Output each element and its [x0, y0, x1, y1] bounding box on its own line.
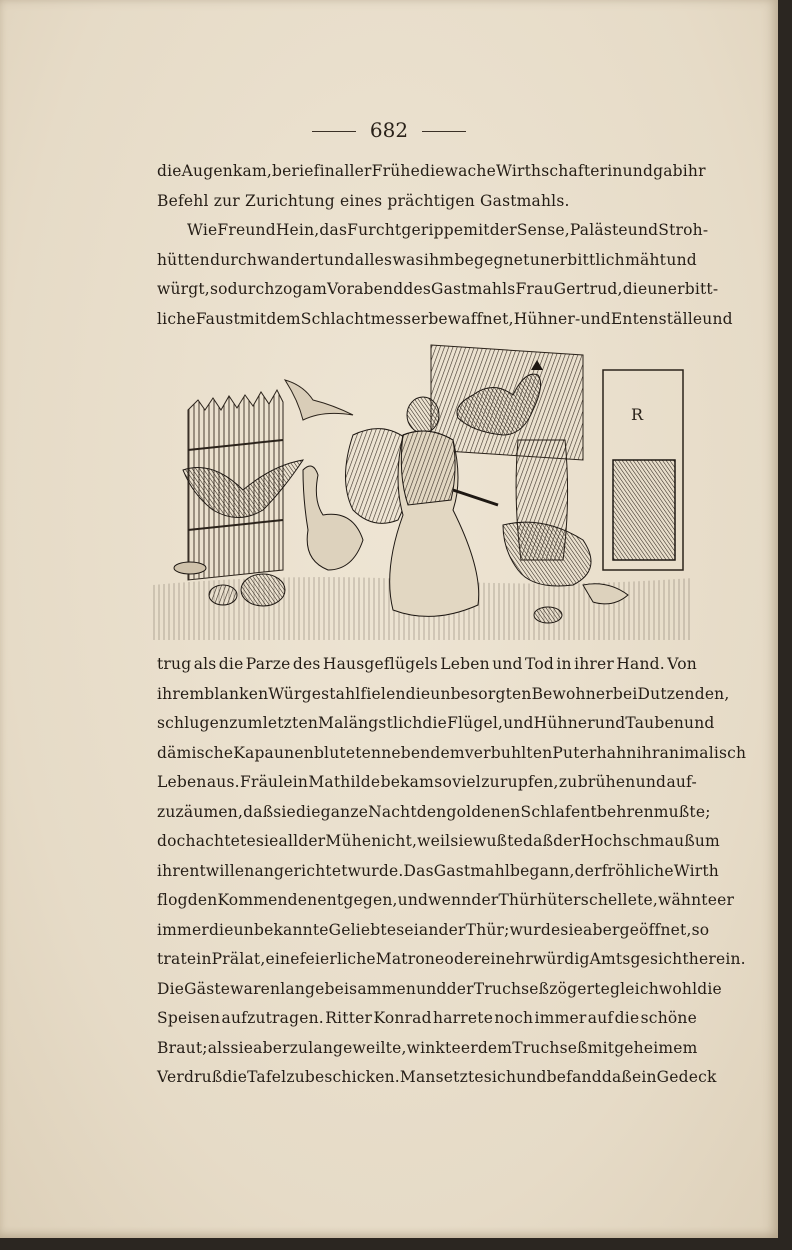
- word: mit: [239, 309, 267, 328]
- word: Leben: [440, 655, 490, 673]
- word: Paläste: [569, 221, 628, 239]
- word: lange: [308, 1038, 353, 1057]
- text-line: [157, 945, 746, 975]
- word: befand: [546, 1068, 602, 1086]
- word: zum: [229, 714, 263, 732]
- word: unerbitt-: [647, 280, 719, 298]
- word: zögerte: [549, 979, 611, 998]
- word: zu: [286, 1068, 305, 1086]
- word: und: [594, 714, 626, 732]
- word: und: [397, 891, 429, 909]
- word: sie: [450, 832, 474, 850]
- word: alles: [354, 250, 393, 269]
- word: Gedeck: [656, 1068, 717, 1086]
- word: in: [556, 655, 572, 673]
- text-line: [157, 216, 709, 246]
- word: Dutzenden,: [637, 684, 730, 703]
- word: noch: [494, 1009, 534, 1027]
- word: immer: [534, 1009, 587, 1027]
- word: brühen: [577, 773, 636, 791]
- text-line: [157, 157, 706, 187]
- word: am: [302, 280, 327, 298]
- word: dem: [430, 743, 465, 762]
- text-line: [157, 827, 720, 857]
- word: neben: [381, 743, 431, 762]
- word: aufzutragen.: [221, 1009, 324, 1027]
- word: zu: [289, 1038, 309, 1057]
- word: Entenställe: [610, 309, 703, 328]
- word: Hausgeflügels: [322, 655, 438, 673]
- word: flog: [157, 891, 188, 909]
- text-line: [157, 886, 735, 916]
- word: feierliche: [299, 950, 376, 968]
- page-number: 682: [369, 118, 409, 142]
- word: mit: [463, 221, 490, 239]
- word: entgegen,: [317, 891, 398, 909]
- word: ein: [186, 950, 212, 968]
- word: würgt,: [157, 280, 210, 298]
- word: wähnte: [658, 891, 718, 909]
- word: ehrwürdig: [505, 950, 590, 968]
- word: Fräulein: [240, 773, 309, 791]
- page-header: [0, 118, 778, 142]
- word: weilte,: [352, 1038, 407, 1057]
- text-line: [157, 768, 697, 798]
- word: und: [627, 221, 659, 239]
- word: sich: [483, 1068, 517, 1086]
- word: geöffnet,: [619, 920, 692, 939]
- word: daß: [601, 1068, 632, 1086]
- word: wache: [444, 162, 496, 180]
- word: trat: [157, 950, 187, 968]
- word: entbehren: [570, 802, 654, 821]
- word: Verdruß: [157, 1068, 223, 1086]
- word: Kapaunen: [233, 743, 314, 762]
- word: Tauben: [625, 714, 685, 732]
- word: ganze: [320, 802, 369, 821]
- text-line: [157, 916, 710, 946]
- word: und: [492, 655, 523, 673]
- monogram: R: [631, 405, 644, 424]
- word: des: [403, 280, 431, 298]
- text-line: [157, 1063, 717, 1093]
- word: Ritter: [325, 1009, 373, 1027]
- text-line: [157, 650, 697, 680]
- word: rupfen,: [500, 773, 559, 791]
- word: Speisen: [157, 1009, 221, 1027]
- word: Puterhahn: [552, 743, 637, 762]
- word: er: [460, 1038, 478, 1057]
- word: harrete: [433, 1009, 494, 1027]
- word: Freund: [217, 221, 276, 239]
- word: als: [193, 655, 217, 673]
- word: Das: [403, 861, 434, 880]
- word: der: [489, 221, 517, 239]
- word: den: [187, 891, 218, 909]
- word: fielen: [360, 684, 406, 703]
- word: Schlaf: [520, 802, 571, 821]
- word: Leben: [157, 773, 207, 791]
- feeding-bowl: [174, 562, 206, 574]
- word: die: [622, 280, 648, 298]
- word: winkte: [406, 1038, 461, 1057]
- word: Tafel: [247, 1068, 287, 1086]
- word: aus.: [206, 773, 240, 791]
- word: kam,: [232, 162, 272, 180]
- text-line: [157, 680, 730, 710]
- word: Truchseß: [512, 1038, 588, 1057]
- word: die: [405, 684, 431, 703]
- word: Hühner: [533, 714, 595, 732]
- text-line: [157, 275, 719, 305]
- word: gab: [653, 162, 683, 180]
- word: wurde.: [347, 861, 404, 880]
- word: ein: [631, 1068, 657, 1086]
- word: berief: [271, 162, 320, 180]
- word: und: [324, 250, 355, 269]
- word: Truchseß: [473, 979, 550, 998]
- word: ihm: [423, 250, 455, 269]
- word: Kommenden: [217, 891, 318, 909]
- word: Hochschmauß: [580, 832, 695, 850]
- word: all: [278, 832, 299, 850]
- word: aber: [583, 920, 620, 939]
- word: Von: [667, 655, 697, 673]
- word: Flügel,: [447, 714, 504, 732]
- word: Tod: [525, 655, 555, 673]
- word: zu: [558, 773, 578, 791]
- text-line: [157, 975, 722, 1005]
- word: und: [702, 309, 733, 328]
- word: ihr: [682, 162, 706, 180]
- word: doch: [157, 832, 196, 850]
- text-line: [157, 305, 733, 335]
- word: um: [694, 832, 720, 850]
- word: und: [416, 979, 447, 998]
- word: der: [438, 920, 466, 939]
- word: wußte: [473, 832, 524, 850]
- word: durchwandert: [210, 250, 324, 269]
- text-line: [157, 798, 711, 828]
- word: Man: [399, 1068, 436, 1086]
- word: daß: [243, 802, 274, 821]
- word: beisammen: [324, 979, 417, 998]
- word: nicht,: [371, 832, 418, 850]
- word: sie: [255, 832, 279, 850]
- word: Parze: [245, 655, 291, 673]
- word: und: [580, 309, 611, 328]
- text-line: [157, 857, 719, 887]
- word: Bewohner: [531, 684, 613, 703]
- text-block-top: [157, 157, 733, 334]
- word: Prälat,: [211, 950, 266, 968]
- word: verbuhlten: [464, 743, 553, 762]
- word: oder: [444, 950, 482, 968]
- word: aber: [253, 1038, 290, 1057]
- word: die: [157, 162, 182, 180]
- word: in: [319, 162, 335, 180]
- word: Hühner-: [513, 309, 581, 328]
- word: die: [614, 1009, 640, 1027]
- word: die: [295, 802, 321, 821]
- word: daß: [523, 832, 554, 850]
- text-block-bottom: [157, 650, 747, 1093]
- word: zuzäumen,: [157, 802, 244, 821]
- word: beschicken.: [304, 1068, 400, 1086]
- header-rule-left: [312, 131, 356, 132]
- word: schlugen: [157, 714, 230, 732]
- word: Gastmahls: [430, 280, 516, 298]
- word: bei: [612, 684, 638, 703]
- word: dem: [477, 1038, 513, 1057]
- word: er: [717, 891, 735, 909]
- word: Vorabend: [326, 280, 404, 298]
- word: viel: [452, 773, 481, 791]
- word: sie: [230, 1038, 254, 1057]
- word: so: [209, 280, 228, 298]
- word: an: [418, 920, 439, 939]
- word: Wirth: [673, 861, 719, 880]
- word: blanken: [204, 684, 269, 703]
- word: Gastmahl: [433, 861, 511, 880]
- word: Stroh-: [658, 221, 709, 239]
- word: hütten: [157, 250, 210, 269]
- word: Frühe: [371, 162, 420, 180]
- word: der: [446, 979, 474, 998]
- word: Wie: [187, 221, 218, 239]
- word: Nacht: [368, 802, 417, 821]
- word: und: [666, 250, 697, 269]
- word: die: [697, 979, 722, 998]
- word: auf: [587, 1009, 614, 1027]
- word: das: [319, 221, 348, 239]
- word: als: [207, 1038, 231, 1057]
- word: schöne: [640, 1009, 697, 1027]
- word: der: [553, 832, 581, 850]
- word: des: [292, 655, 321, 673]
- word: Schlachtmesser: [300, 309, 429, 328]
- word: ihr: [636, 743, 660, 762]
- word: Würgestahl: [268, 684, 361, 703]
- word: sie: [273, 802, 296, 821]
- word: goldenen: [446, 802, 521, 821]
- word: Matrone: [375, 950, 445, 968]
- word: aller: [334, 162, 372, 180]
- word: ihrem: [157, 684, 205, 703]
- word: Mal: [318, 714, 349, 732]
- woodcut-illustration: [153, 340, 693, 640]
- word: animalisch: [659, 743, 747, 762]
- word: Frau: [515, 280, 554, 298]
- word: und: [622, 162, 654, 180]
- word: und: [635, 773, 667, 791]
- word: die: [208, 920, 234, 939]
- word: sei: [396, 920, 419, 939]
- header-rule-right: [422, 131, 466, 132]
- word: trug: [157, 655, 192, 673]
- word: angerichtet: [254, 861, 348, 880]
- word: Mühe: [325, 832, 372, 850]
- word: begegnet: [454, 250, 530, 269]
- word: Die: [157, 979, 185, 998]
- word: und: [516, 1068, 547, 1086]
- word: Furchtgerippe: [347, 221, 464, 239]
- word: und: [684, 714, 715, 732]
- word: und: [503, 714, 534, 732]
- word: Thür;: [465, 920, 510, 939]
- word: so: [691, 920, 710, 939]
- word: Gäste: [184, 979, 231, 998]
- text-line: Befehl zur Zurichtung eines prächtigen Gastmahls.: [157, 191, 570, 210]
- word: schellete,: [580, 891, 659, 909]
- word: letzten: [262, 714, 319, 732]
- text-line: [157, 246, 697, 276]
- word: setzte: [435, 1068, 484, 1086]
- word: mäht: [625, 250, 667, 269]
- word: ein: [481, 950, 506, 968]
- word: Amtsgesicht: [589, 950, 689, 968]
- word: bluteten: [313, 743, 382, 762]
- word: unbekannte: [233, 920, 329, 939]
- word: Mathilde: [308, 773, 381, 791]
- word: liche: [157, 309, 196, 328]
- word: Braut;: [157, 1038, 208, 1057]
- word: waren: [230, 979, 281, 998]
- word: die: [222, 1068, 248, 1086]
- word: mußte;: [653, 802, 711, 821]
- word: Sense,: [516, 221, 570, 239]
- word: durchzog: [227, 280, 303, 298]
- word: die: [419, 162, 445, 180]
- word: dem: [266, 309, 301, 328]
- word: ihrentwillen: [157, 861, 255, 880]
- word: den: [416, 802, 447, 821]
- text-line: [157, 739, 747, 769]
- word: Geliebte: [328, 920, 397, 939]
- word: Wirthschafterin: [495, 162, 623, 180]
- word: sie: [560, 920, 584, 939]
- word: was: [392, 250, 424, 269]
- word: geheimem: [614, 1038, 698, 1057]
- word: auf-: [666, 773, 697, 791]
- word: Konrad: [373, 1009, 432, 1027]
- word: ihrer: [574, 655, 614, 673]
- word: der: [471, 891, 499, 909]
- text-line: [157, 709, 715, 739]
- word: wurde: [509, 920, 561, 939]
- word: herein.: [688, 950, 746, 968]
- text-line: [157, 1004, 697, 1034]
- word: der: [574, 861, 602, 880]
- word: Thürhüter: [498, 891, 581, 909]
- word: eine: [265, 950, 300, 968]
- word: fröhliche: [601, 861, 674, 880]
- word: lange: [280, 979, 325, 998]
- word: die: [422, 714, 448, 732]
- word: Hand.: [616, 655, 665, 673]
- word: zu: [481, 773, 500, 791]
- word: bekam: [380, 773, 435, 791]
- word: Augen: [181, 162, 233, 180]
- word: die: [218, 655, 244, 673]
- word: ängstlich: [348, 714, 423, 732]
- word: unerbittlich: [529, 250, 625, 269]
- text-line: [157, 1034, 697, 1064]
- word: gleichwohl: [610, 979, 698, 998]
- word: der: [298, 832, 326, 850]
- word: wenn: [428, 891, 472, 909]
- word: unbesorgten: [430, 684, 532, 703]
- word: bewaffnet,: [428, 309, 514, 328]
- word: immer: [157, 920, 209, 939]
- word: Hein,: [275, 221, 320, 239]
- word: Faust: [195, 309, 240, 328]
- word: dämische: [157, 743, 234, 762]
- dove: [285, 380, 353, 420]
- word: so: [434, 773, 452, 791]
- word: mit: [587, 1038, 615, 1057]
- word: achtete: [195, 832, 256, 850]
- word: Gertrud,: [553, 280, 623, 298]
- word: begann,: [510, 861, 575, 880]
- word: weil: [417, 832, 451, 850]
